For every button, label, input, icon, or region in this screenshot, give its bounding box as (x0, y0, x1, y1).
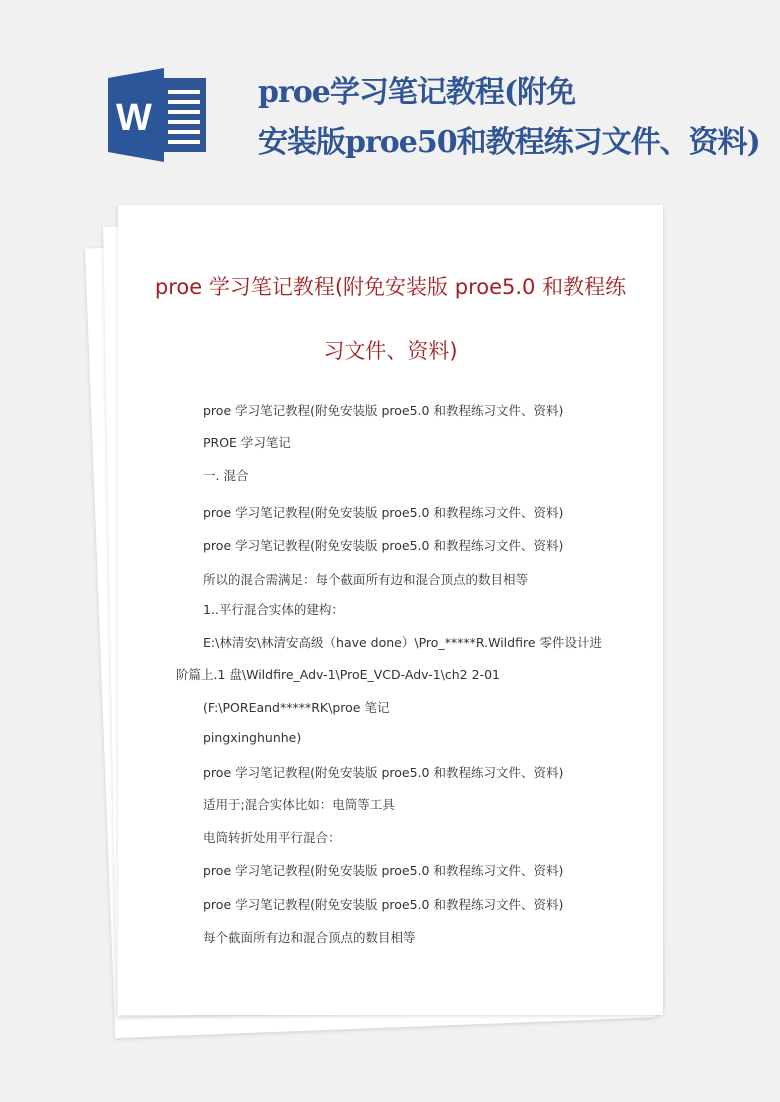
word-logo-icon (108, 68, 208, 162)
header-title-line1: proe学习笔记教程(附免 (258, 75, 576, 110)
header-title (258, 68, 778, 168)
doc-title-line2: 习文件、资料) (323, 339, 458, 363)
document-page (118, 205, 663, 1015)
body-line: (F:\POREand*****RK\proe 笔记 (203, 700, 390, 715)
body-line: proe 学习笔记教程(附免安装版 proe5.0 和教程练习文件、资料) (203, 765, 564, 780)
header-title-line2: 安装版proe50和教程练习文件、资料) (258, 125, 760, 160)
body-line: E:\林清安\林清安高级（have done）\Pro_*****R.Wildfire 零件设计进 (203, 635, 602, 650)
body-line: 阶篇上.1 盘\Wildfire_Adv-1\ProE_VCD-Adv-1\ch2 2-01 (176, 667, 500, 682)
body-line: proe 学习笔记教程(附免安装版 proe5.0 和教程练习文件、资料) (203, 403, 564, 418)
body-line: proe 学习笔记教程(附免安装版 proe5.0 和教程练习文件、资料) (203, 863, 564, 878)
body-line: proe 学习笔记教程(附免安装版 proe5.0 和教程练习文件、资料) (203, 505, 564, 520)
doc-title-line1: proe 学习笔记教程(附免安装版 proe5.0 和教程练 (154, 275, 627, 299)
body-line: 适用于;混合实体比如：电筒等工具 (203, 797, 395, 812)
body-line: proe 学习笔记教程(附免安装版 proe5.0 和教程练习文件、资料) (203, 897, 564, 912)
body-line: 1..平行混合实体的建构： (203, 602, 344, 617)
body-line: 电筒转折处用平行混合： (203, 830, 341, 845)
body-line: 一. 混合 (203, 468, 249, 483)
body-line: pingxinghunhe) (203, 730, 302, 745)
body-line: PROE 学习笔记 (203, 435, 291, 450)
body-line: proe 学习笔记教程(附免安装版 proe5.0 和教程练习文件、资料) (203, 538, 564, 553)
body-line: 所以的混合需满足：每个截面所有边和混合顶点的数目相等 (203, 572, 529, 587)
body-line: 每个截面所有边和混合顶点的数目相等 (203, 930, 416, 945)
svg-text:W: W (116, 97, 152, 139)
